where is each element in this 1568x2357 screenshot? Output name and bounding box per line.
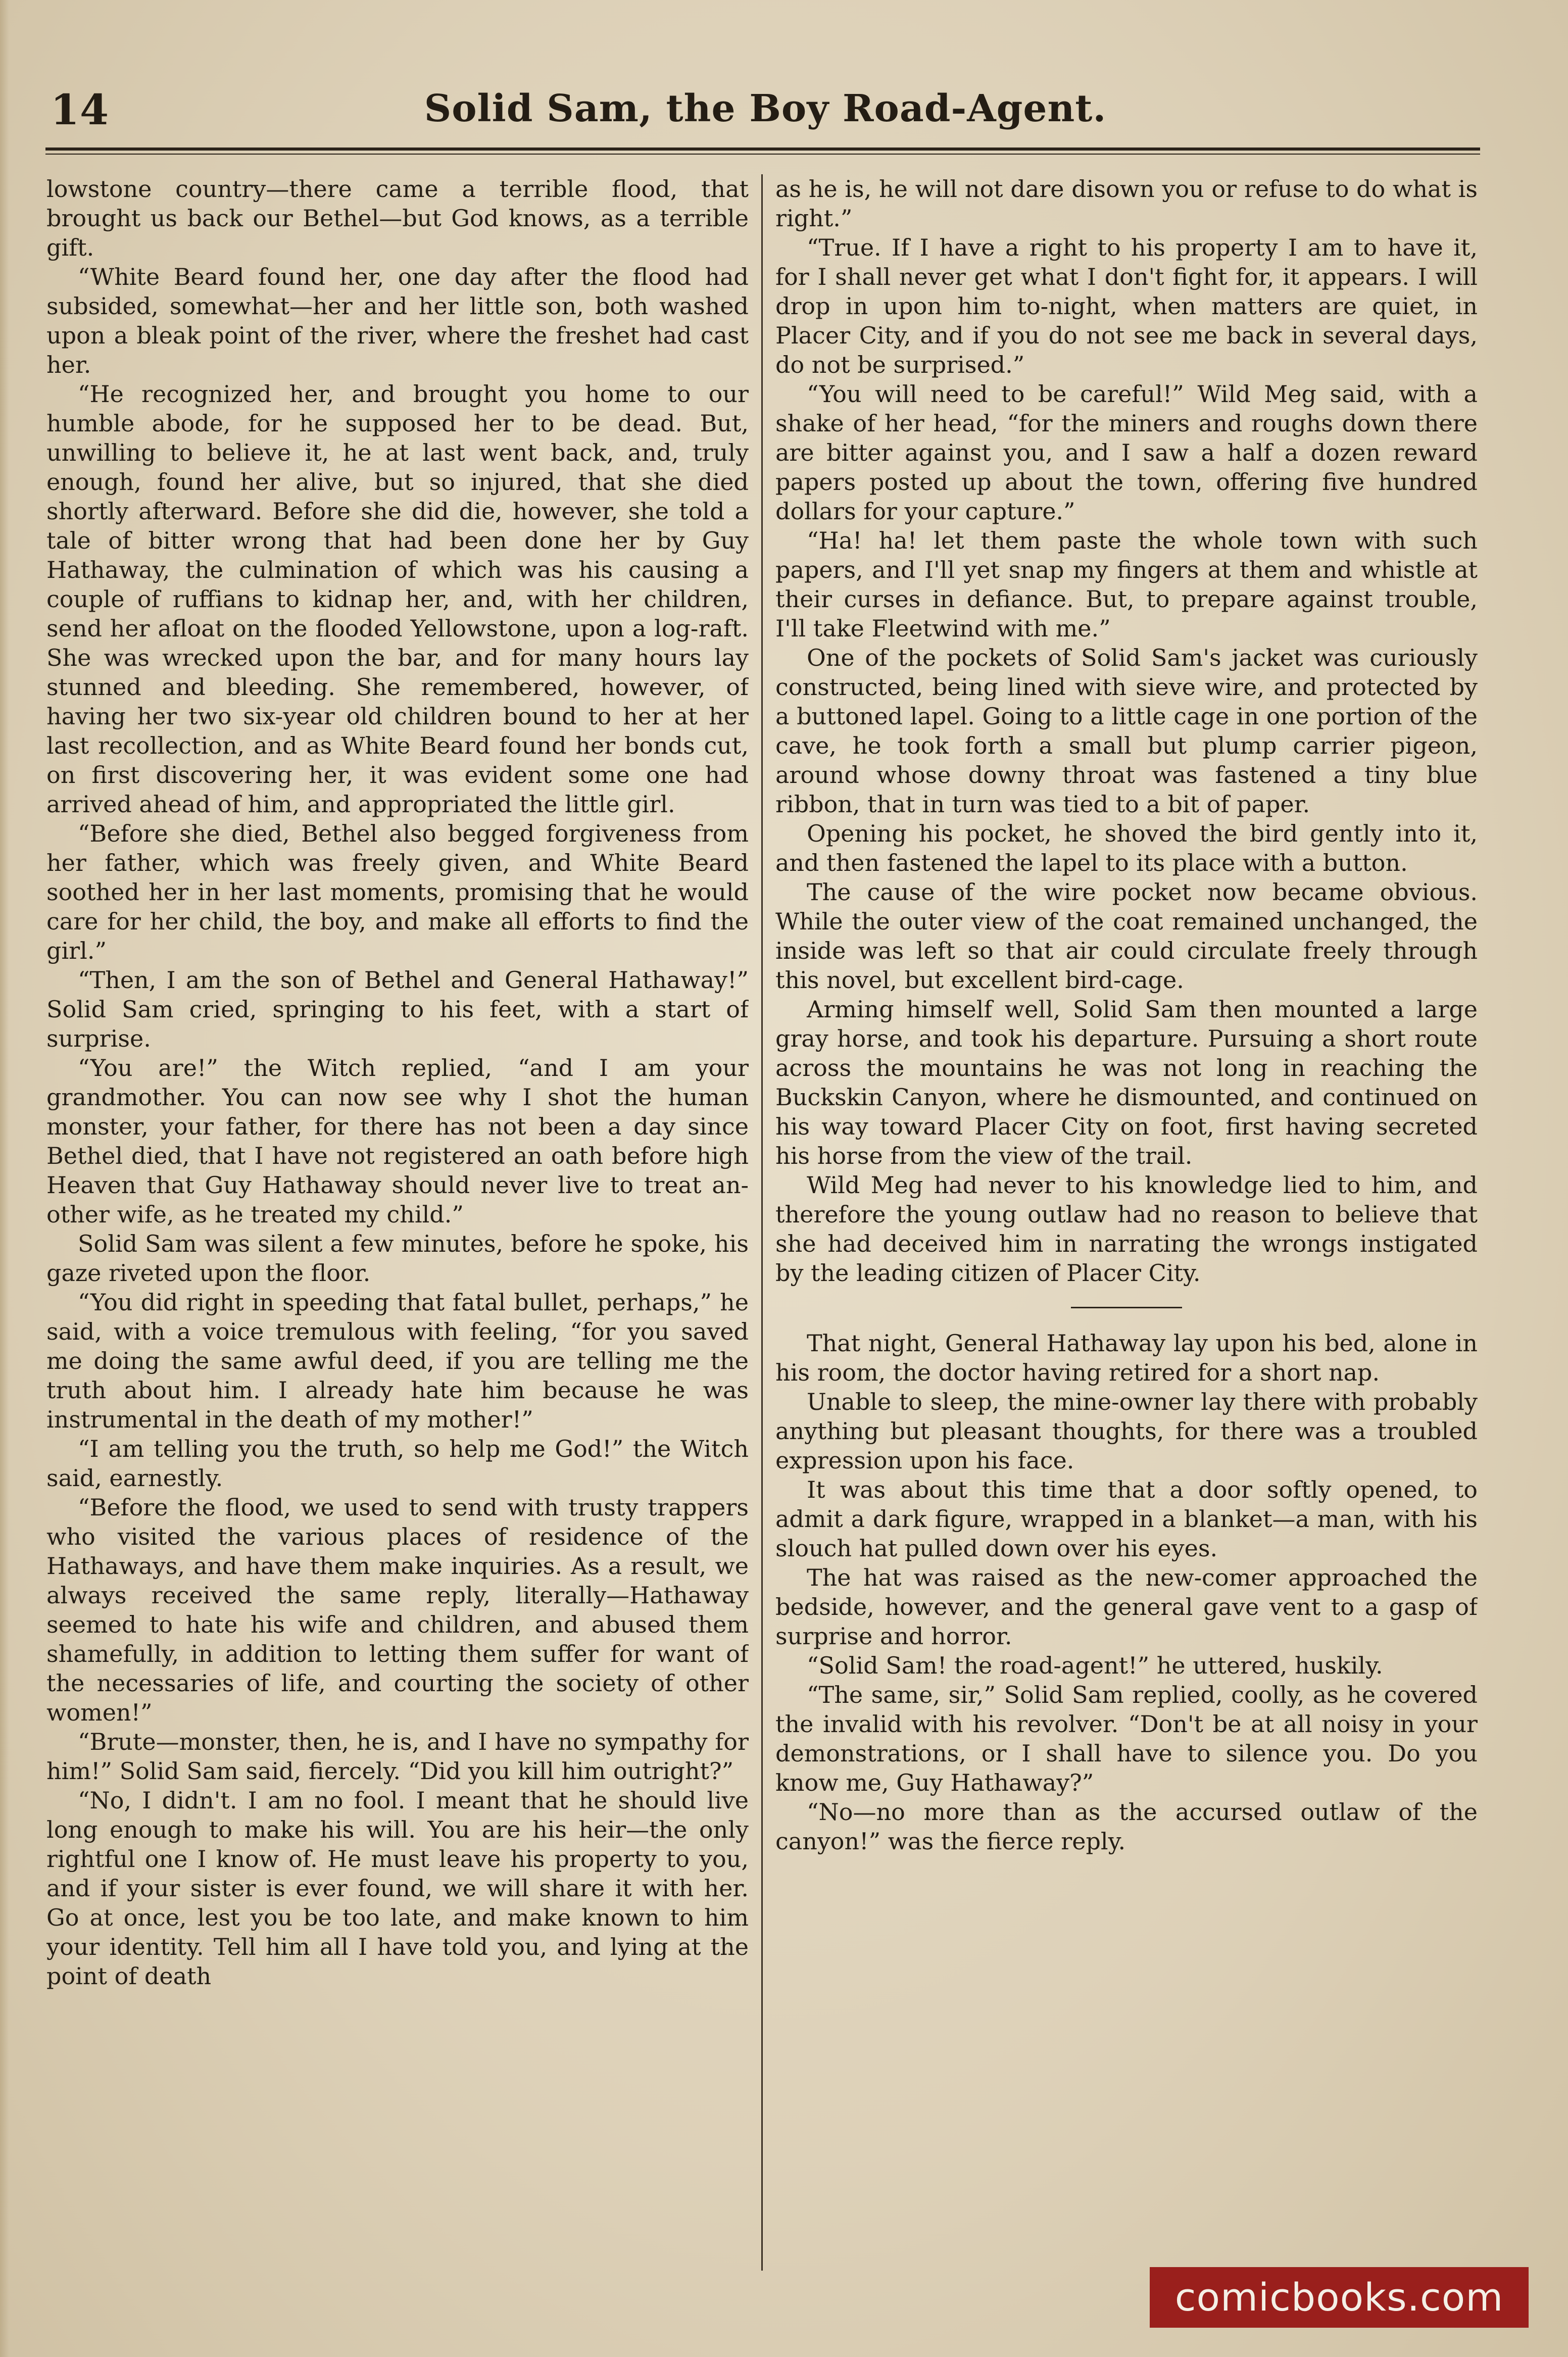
header-rule — [45, 148, 1480, 155]
paragraph: as he is, he will not dare disown you or refuse to do what is right.” — [775, 175, 1478, 232]
paragraph: The cause of the wire pocket now became obvious. While the outer view of the coat remained unchanged, the inside was left so that air could circulate freely through this novel, but excellent bird-cage. — [775, 878, 1478, 994]
paragraph: The hat was raised as the new-comer approached the bedside, however, and the general gave vent to a gasp of surprise and horror. — [775, 1564, 1478, 1650]
paragraph: “True. If I have a right to his property I am to have it, for I shall never get what I don't fight for, it appears. I will drop in upon him to-night, when matters are quiet, in Placer City, and if you do not see me back in several days, do not be surprised.” — [775, 234, 1478, 378]
paragraph: “White Beard found her, one day after the flood had subsided, somewhat—her and her little son, both washed upon a bleak point of the river, where the freshet had cast her. — [46, 263, 749, 378]
watermark: comicbooks.com — [1150, 2267, 1529, 2328]
paragraph: “The same, sir,” Solid Sam replied, coolly, as he covered the invalid with his revolver. “Don't be at all noisy in your demonstrations, or I shall have to silence you. Do you know me, Guy Hathaway?” — [775, 1681, 1478, 1796]
paragraph: It was about this time that a door softly opened, to admit a dark figure, wrapped in a blanket—a man, with his slouch hat pulled down over his eyes. — [775, 1476, 1478, 1562]
section-divider — [1071, 1307, 1182, 1308]
left-column — [46, 174, 749, 2286]
paragraph: “No, I didn't. I am no fool. I meant that he should live long enough to make his will. You are his heir—the only rightful one I know of. He must leave his property to you, and if your sister is ever found, we will share it with her. Go at once, lest you be too late, and make known to him your identity. Tell him all I have told you, and lying at the point of death — [46, 1787, 749, 1990]
column-divider — [761, 174, 763, 2271]
paragraph: “Before she died, Bethel also begged forgiveness from her father, which was freely given, and White Beard soothed her in her last moments, promising that he would care for her child, the boy, and make all efforts to find the girl.” — [46, 820, 749, 964]
paragraph: “You are!” the Witch replied, “and I am your grandmother. You can now see why I shot the human monster, your father, for there has not been a day since Bethel died, that I have not registered an oath before high Heaven that Guy Hathaway should never live to treat another wife, as he treated my child.” — [46, 1054, 749, 1228]
paragraph: “Then, I am the son of Bethel and General Hathaway!” Solid Sam cried, springing to his feet, with a start of surprise. — [46, 966, 749, 1052]
paragraph: Opening his pocket, he shoved the bird gently into it, and then fastened the lapel to its place with a button. — [775, 820, 1478, 876]
right-column — [775, 174, 1478, 2286]
paragraph: “He recognized her, and brought you home to our humble abode, for he supposed her to be dead. But, unwilling to believe it, he at last went back, and, truly enough, found her alive, but so injured, that she died shortly afterward. Before she did die, however, she told a tale of bitter wrong that had been done her by Guy Hathaway, the culmination of which was his causing a couple of ruffians to kidnap her, and, with her children, send her afloat on the flooded Yellowstone, upon a log-raft. She was wrecked upon the bar, and for many hours lay stunned and bleeding. She remembered, however, of having her two six-year old children bound to her at her last recollection, and as White Beard found her bonds cut, on first discovering her, it was evident some one had arrived ahead of him, and appropriated the little girl. — [46, 380, 749, 818]
paragraph: “Ha! ha! let them paste the whole town with such papers, and I'll yet snap my fingers at them and whistle at their curses in defiance. But, to prepare against trouble, I'll take Fleetwind with me.” — [775, 527, 1478, 642]
paragraph: One of the pockets of Solid Sam's jacket was curiously constructed, being lined with sieve wire, and protected by a buttoned lapel. Going to a little cage in one portion of the cave, he took forth a small but plump carrier pigeon, around whose downy throat was fastened a tiny blue ribbon, that in turn was tied to a bit of paper. — [775, 644, 1478, 818]
paragraph: Solid Sam was silent a few minutes, before he spoke, his gaze riveted upon the floor. — [46, 1230, 749, 1287]
paragraph: “You did right in speeding that fatal bullet, perhaps,” he said, with a voice tremulous with feeling, “for you saved me doing the same awful deed, if you are telling me the truth about him. I already hate him because he was instrumental in the death of my mother!” — [46, 1289, 749, 1433]
paragraph: That night, General Hathaway lay upon his bed, alone in his room, the doctor having retired for a short nap. — [775, 1330, 1478, 1386]
paragraph: Wild Meg had never to his knowledge lied to him, and therefore the young outlaw had no reason to believe that she had deceived him in narrating the wrongs instigated by the leading citizen of Placer City. — [775, 1171, 1478, 1287]
paragraph: Unable to sleep, the mine-owner lay there with probably anything but pleasant thoughts, for there was a troubled expression upon his face. — [775, 1388, 1478, 1474]
page-header — [51, 76, 1480, 146]
paragraph: “Before the flood, we used to send with trusty trappers who visited the various places of residence of the Hathaways, and have them make inquiries. As a result, we always received the same reply, literally—Hathaway seemed to hate his wife and children, and abused them shamefully, in addition to letting them suffer for want of the necessaries of life, and courting the society of other women!” — [46, 1494, 749, 1726]
paragraph: “You will need to be careful!” Wild Meg said, with a shake of her head, “for the miners and roughs down there are bitter against you, and I saw a half a dozen reward papers posted up about the town, offering five hundred dollars for your capture.” — [775, 380, 1478, 525]
paragraph: “Brute—monster, then, he is, and I have no sympathy for him!” Solid Sam said, fiercely. “Did you kill him outright?” — [46, 1728, 749, 1785]
paragraph: Arming himself well, Solid Sam then mounted a large gray horse, and took his departure. Pursuing a short route across the mountains he was not long in reaching the Buckskin Canyon, where he dismounted, and continued on his way toward Placer City on foot, first having secreted his horse from the view of the trail. — [775, 996, 1478, 1169]
paragraph: “No—no more than as the accursed outlaw of the canyon!” was the fierce reply. — [775, 1798, 1478, 1855]
paragraph: “I am telling you the truth, so help me God!” the Witch said, earnestly. — [46, 1435, 749, 1492]
page-number: 14 — [51, 86, 110, 134]
page-edge-shadow — [0, 0, 9, 2357]
paragraph: “Solid Sam! the road-agent!” he uttered, huskily. — [807, 1652, 1383, 1679]
paragraph: lowstone country—there came a terrible flood, that brought us back our Bethel—but God knows, as a terrible gift. — [46, 175, 749, 261]
running-title: Solid Sam, the Boy Road-Agent. — [424, 87, 1107, 130]
